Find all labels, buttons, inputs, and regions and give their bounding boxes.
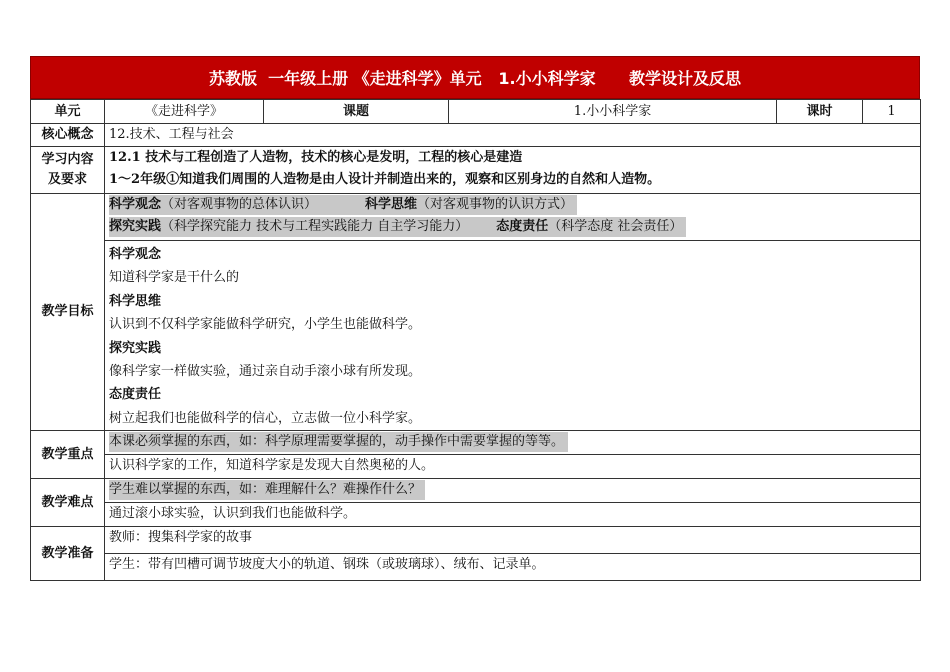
unit-label: 单元: [31, 100, 105, 124]
objective-text-3: 像科学家一样做实验，通过亲自动手滚小球有所发现。: [109, 364, 422, 380]
difficulties-text-row: [31, 503, 921, 527]
topic-label: 课题: [264, 100, 449, 124]
objectives-detail-row: [31, 241, 921, 431]
legend-concept-title: 科学观念: [109, 197, 162, 212]
objective-text-1: 知道科学家是干什么的: [109, 270, 240, 286]
objectives-legend-line1: [109, 194, 916, 216]
topic-value: 1.小小科学家: [449, 100, 777, 124]
legend-highlight-2: [109, 217, 686, 237]
preparation-student: 学生：带有凹槽可调节坡度大小的轨道、钢珠（或玻璃球）、绒布、记录单。: [105, 554, 921, 581]
learning-content-cell: [105, 147, 921, 194]
objective-heading-2: 科学思维: [109, 293, 162, 309]
objectives-detail-cell: [105, 241, 921, 431]
legend-practice-note: （科学探究能力 技术与工程实践能力 自主学习能力）: [161, 219, 469, 234]
preparation-teacher-row: [31, 527, 921, 554]
legend-concept-note: （对客观事物的总体认识）: [161, 197, 318, 212]
key-points-hint-cell: [105, 431, 921, 455]
preparation-teacher: 教师：搜集科学家的故事: [105, 527, 921, 554]
legend-practice-title: 探究实践: [109, 219, 162, 234]
preparation-student-row: [31, 554, 921, 581]
objective-heading-1: 科学观念: [109, 247, 162, 262]
objective-text-4: 树立起我们也能做科学的信心，立志做一位小科学家。: [109, 410, 422, 426]
core-concept-row: [31, 124, 921, 147]
learning-content-label-line1: 学习内容: [41, 152, 94, 167]
objectives-legend-line2: [109, 216, 916, 238]
legend-thinking-title: 科学思维: [365, 197, 418, 212]
objectives-legend-row: [31, 194, 921, 241]
learning-content-label-line2: 及要求: [47, 172, 87, 187]
difficulties-text: 通过滚小球实验，认识到我们也能做科学。: [105, 503, 921, 527]
key-points-label: 教学重点: [31, 431, 105, 479]
objectives-label: 教学目标: [31, 194, 105, 431]
difficulties-label: 教学难点: [31, 479, 105, 527]
unit-value: 《走进科学》: [105, 100, 264, 124]
legend-highlight-1: [109, 195, 577, 215]
legend-thinking-note: （对客观事物的认识方式）: [417, 197, 574, 212]
lesson-plan-sheet: [30, 56, 920, 581]
key-points-text: 认识科学家的工作，知道科学家是发现大自然奥秘的人。: [105, 455, 921, 479]
difficulties-hint-cell: [105, 479, 921, 503]
preparation-label: 教学准备: [31, 527, 105, 581]
learning-content-row: [31, 147, 921, 194]
objective-heading-4: 态度责任: [109, 387, 162, 403]
learning-content-label: [31, 147, 105, 194]
key-points-hint-row: [31, 431, 921, 455]
legend-attitude-title: 态度责任: [496, 219, 549, 234]
core-concept-label: 核心概念: [31, 124, 105, 147]
learning-content-line1: 12.1 技术与工程创造了人造物，技术的核心是发明，工程的核心是建造: [109, 150, 523, 165]
objective-text-2: 认识到不仅科学家能做科学研究，小学生也能做科学。: [109, 317, 422, 333]
objective-heading-3: 探究实践: [109, 340, 162, 356]
legend-attitude-note: （科学态度 社会责任）: [548, 219, 683, 234]
learning-content-line2: 1～2年级①知道我们周围的人造物是由人设计并制造出来的，观察和区别身边的自然和人造物。: [109, 172, 661, 187]
lesson-plan-table: [30, 99, 921, 581]
info-row: [31, 100, 921, 124]
page-title: 苏教版 一年级上册 《走进科学》单元 1.小小科学家 教学设计及反思: [30, 56, 920, 99]
hours-label: 课时: [777, 100, 863, 124]
objectives-legend-cell: [105, 194, 921, 241]
difficulties-hint: 学生难以掌握的东西，如：难理解什么？难操作什么？: [109, 480, 425, 500]
hours-value: 1: [863, 100, 921, 124]
key-points-hint: 本课必须掌握的东西，如：科学原理需要掌握的，动手操作中需要掌握的等等。: [109, 432, 568, 452]
difficulties-hint-row: [31, 479, 921, 503]
key-points-text-row: [31, 455, 921, 479]
core-concept-value: 12.技术、工程与社会: [105, 124, 921, 147]
